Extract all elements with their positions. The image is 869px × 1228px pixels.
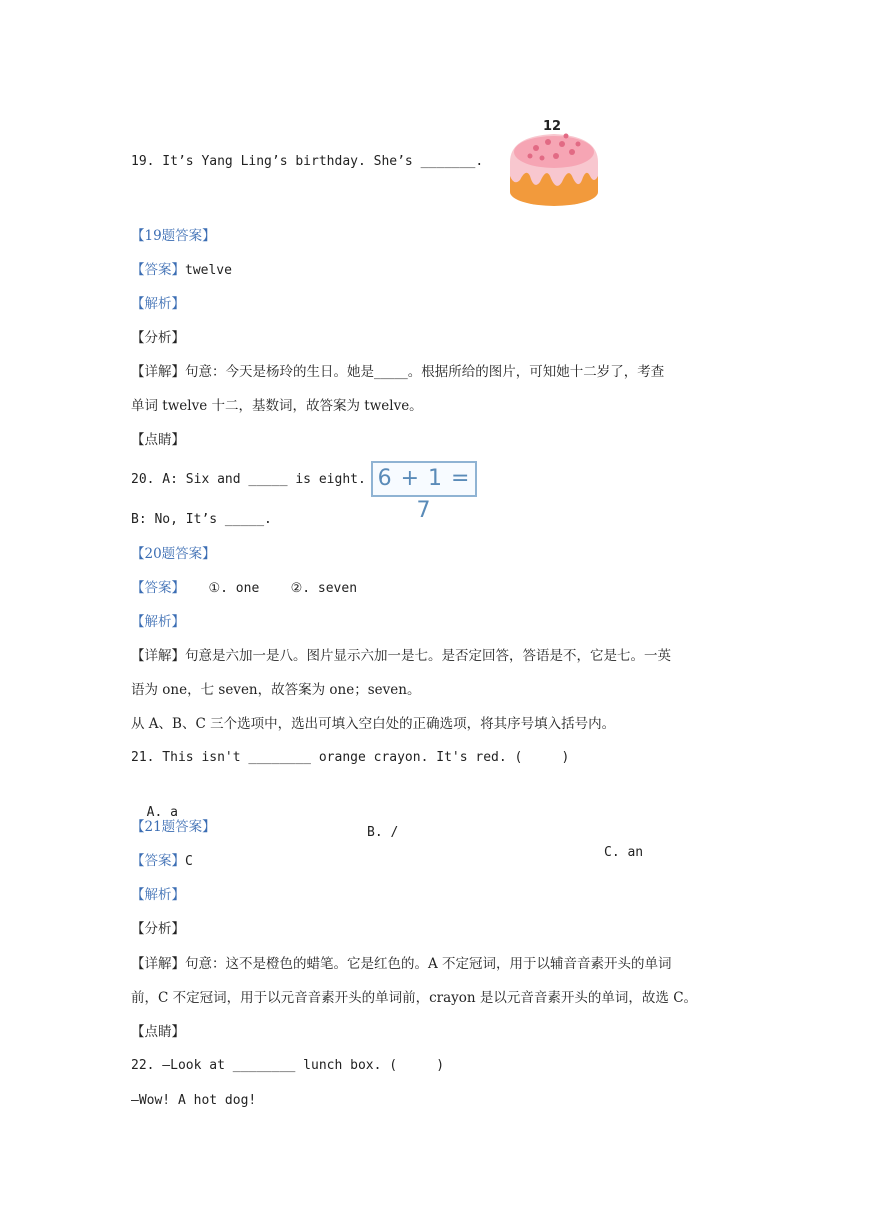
- q20-answer-line: [131, 578, 357, 599]
- q21-answer: C: [185, 854, 193, 869]
- answer-tag: 【答案】: [131, 262, 185, 278]
- q20-answer: ①. one ②. seven: [185, 581, 358, 596]
- q22-question: 22. —Look at ________ lunch box. ( ): [131, 1058, 445, 1073]
- q21-question: 21. This isn't ________ orange crayon. It's red. ( ): [131, 750, 570, 765]
- answer-tag: 【答案】: [131, 580, 185, 596]
- q21-option-a: A. a: [146, 805, 178, 820]
- q21-detail-line1: 【详解】句意：这不是橙色的蜡笔。它是红色的。A 不定冠词，用于以辅音音素开头的单词: [131, 956, 672, 972]
- q19-detail-line2: 单词 twelve 十二，基数词，故答案为 twelve。: [131, 398, 423, 414]
- q21-answer-line: [131, 851, 193, 872]
- q22-reply: —Wow! A hot dog!: [131, 1093, 257, 1108]
- q20-detail-line2: 语为 one，七 seven，故答案为 one；seven。: [131, 682, 421, 698]
- q21-options: [131, 783, 831, 863]
- q20-question: 20. A: Six and _____ is eight.: [131, 472, 366, 487]
- section-instruction: 从 A、B、C 三个选项中，选出可填入空白处的正确选项，将其序号填入括号内。: [131, 716, 616, 732]
- q21-option-c: C. an: [604, 845, 644, 860]
- q19-dianjing-label: 【点睛】: [131, 432, 185, 448]
- equation-image: 6 + 1 = 7: [371, 461, 477, 497]
- q20-analysis-label: 【解析】: [131, 614, 185, 630]
- q19-question: 19. It’s Yang Ling’s birthday. She’s _______.: [131, 154, 484, 169]
- q19-detail-line1: 【详解】句意：今天是杨玲的生日。她是_____。根据所给的图片，可知她十二岁了，考查: [131, 364, 665, 380]
- q21-dianjing-label: 【点睛】: [131, 1024, 185, 1040]
- q21-option-b: B. /: [367, 825, 399, 840]
- q21-answer-header: 【21题答案】: [131, 819, 216, 835]
- q21-fenxi-label: 【分析】: [131, 921, 185, 937]
- q20-line-b: B: No, It’s _____.: [131, 512, 272, 527]
- q21-detail-line2: 前，C 不定冠词，用于以元音音素开头的单词前，crayon 是以元音音素开头的单词，故选 C。: [131, 990, 698, 1006]
- q19-answer-line: [131, 260, 232, 281]
- q20-answer-header: 【20题答案】: [131, 546, 216, 562]
- q19-answer: twelve: [185, 263, 232, 278]
- q19-analysis-label: 【解析】: [131, 296, 185, 312]
- q19-answer-header: 【19题答案】: [131, 228, 216, 244]
- birthday-cake-image: [506, 114, 602, 210]
- cake-label: 12: [543, 119, 562, 134]
- answer-tag: 【答案】: [131, 853, 185, 869]
- q20-detail-line1: 【详解】句意是六加一是八。图片显示六加一是七。是否定回答，答语是不，它是七。一英: [131, 648, 671, 664]
- q19-fenxi-label: 【分析】: [131, 330, 185, 346]
- q21-analysis-label: 【解析】: [131, 887, 185, 903]
